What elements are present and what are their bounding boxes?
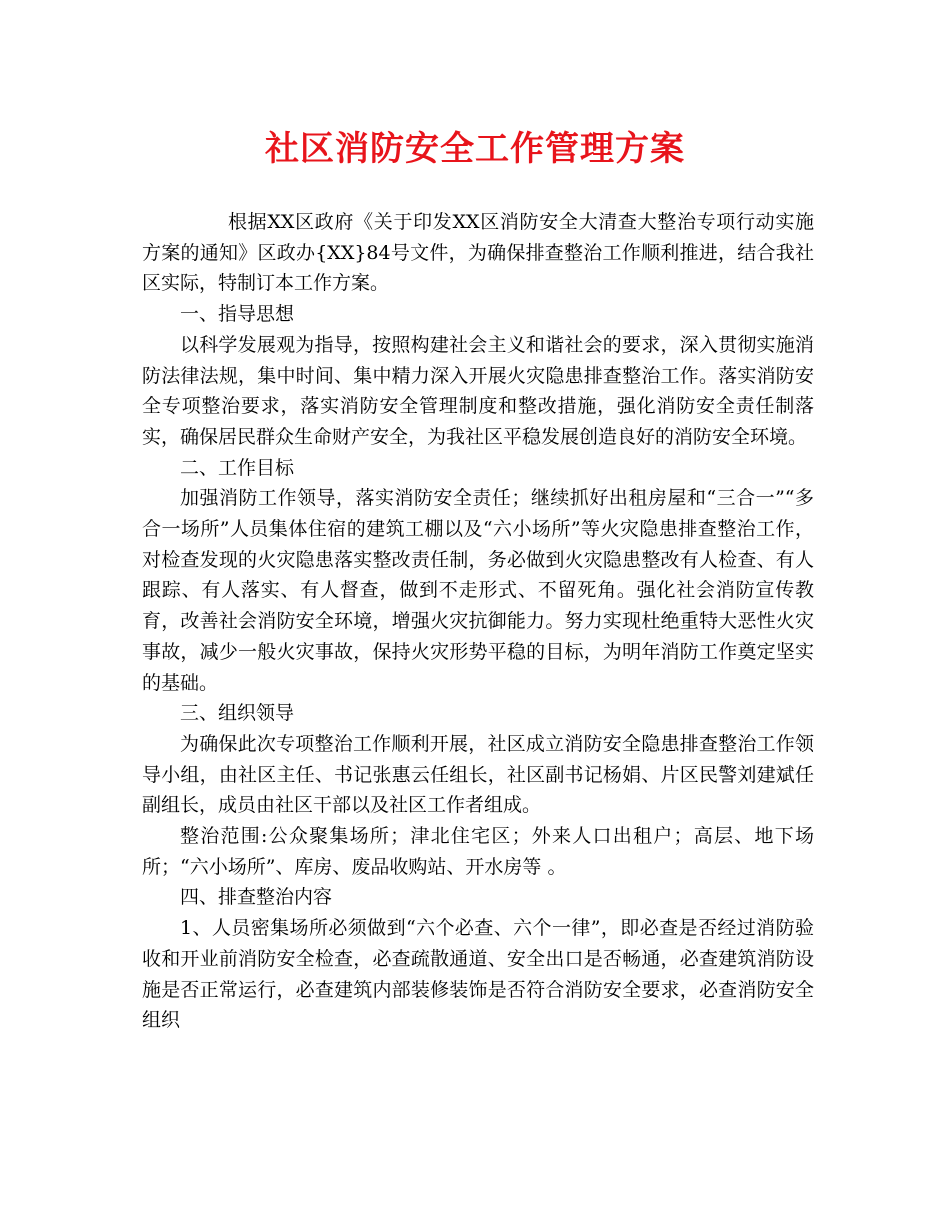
- document-body: [142, 207, 814, 1036]
- paragraph-guiding-ideology: 以科学发展观为指导，按照构建社会主义和谐社会的要求，深入贯彻实施消防法律法规，集中时间、集中精力深入开展火灾隐患排查整治工作。落实消防安全专项整治要求，落实消防安全管理制度和整改措施，强化消防安全责任制落实，确保居民群众生命财产安全，为我社区平稳发展创造良好的消防安全环境。: [142, 333, 814, 448]
- paragraph-scope: 整治范围:公众聚集场所；津北住宅区；外来人口出租户；高层、地下场所；“六小场所”、库房、废品收购站、开水房等 。: [142, 825, 814, 878]
- section-heading-organization: 三、组织领导: [180, 702, 295, 725]
- paragraph-organization: 为确保此次专项整治工作顺利开展，社区成立消防安全隐患排查整治工作领导小组，由社区主任、书记张惠云任组长，社区副书记杨娟、片区民警刘建斌任副组长，成员由社区干部以及社区工作者组成。: [142, 732, 814, 817]
- intro-paragraph: 根据XX区政府《关于印发XX区消防安全大清查大整治专项行动实施方案的通知》区政办{XX}84号文件，为确保排查整治工作顺利推进，结合我社区实际，特制订本工作方案。: [142, 211, 814, 295]
- section-heading-inspection-content: 四、排查整治内容: [180, 886, 333, 909]
- section-heading-work-goals: 二、工作目标: [180, 456, 295, 479]
- section-heading-guiding-ideology: 一、指导思想: [180, 303, 295, 326]
- paragraph-work-goals: 加强消防工作领导，落实消防安全责任；继续抓好出租房屋和“三合一”“多合一场所”人员集体住宿的建筑工棚以及“六小场所”等火灾隐患排查整治工作，对检查发现的火灾隐患落实整改责任制，务必做到火灾隐患整改有人检查、有人跟踪、有人落实、有人督查，做到不走形式、不留死角。强化社会消防宣传教育，改善社会消防安全环境，增强火灾抗御能力。努力实现杜绝重特大恶性火灾事故，减少一般火灾事故，保持火灾形势平稳的目标，为明年消防工作奠定坚实的基础。: [142, 487, 814, 694]
- paragraph-inspection-item-1: 1、人员密集场所必须做到“六个必查、六个一律”，即必查是否经过消防验收和开业前消防安全检查，必查疏散通道、安全出口是否畅通，必查建筑消防设施是否正常运行，必查建筑内部装修装饰是否符合消防安全要求，必查消防安全组织: [142, 917, 814, 1032]
- document-title: 社区消防安全工作管理方案: [265, 129, 685, 169]
